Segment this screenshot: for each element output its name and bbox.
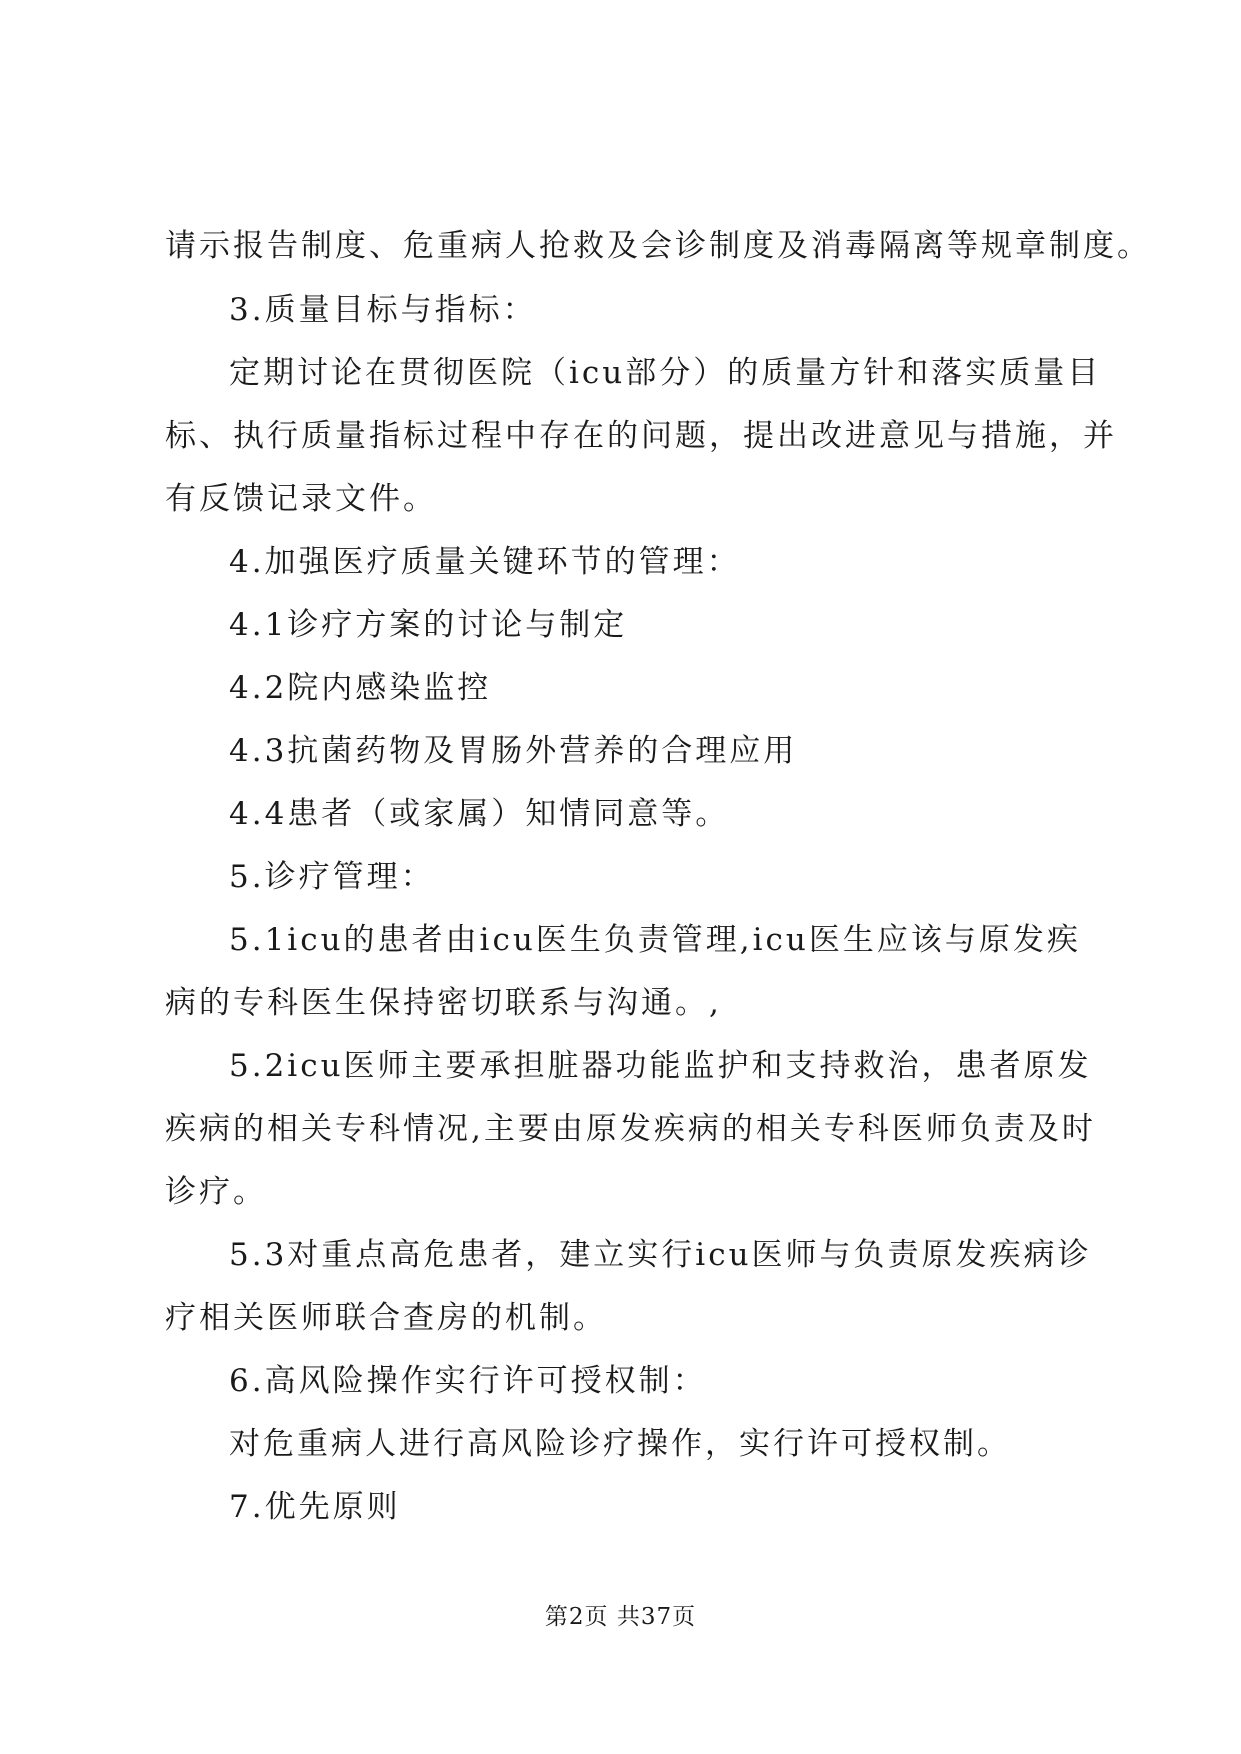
text-line: 病的专科医生保持密切联系与沟通。, <box>165 985 722 1021</box>
text-line: 标、执行质量指标过程中存在的问题，提出改进意见与措施，并 <box>165 418 1117 454</box>
page-number-footer: 第2页 共37页 <box>544 1604 697 1630</box>
section-heading: 7.优先原则 <box>229 1489 401 1525</box>
list-item: 4.3抗菌药物及胃肠外营养的合理应用 <box>229 733 798 769</box>
text-line: 疾病的相关专科情况,主要由原发疾病的相关专科医师负责及时 <box>165 1111 1096 1147</box>
section-heading: 6.高风险操作实行许可授权制： <box>229 1363 707 1399</box>
text-line: 5.1icu的患者由icu医生负责管理,icu医生应该与原发疾 <box>229 922 1081 958</box>
text-line: 疗相关医师联合查房的机制。 <box>165 1300 607 1336</box>
section-heading: 4.加强医疗质量关键环节的管理： <box>229 544 741 580</box>
text-line: 定期讨论在贯彻医院（icu部分）的质量方针和落实质量目 <box>229 355 1102 391</box>
text-line: 5.2icu医师主要承担脏器功能监护和支持救治，患者原发 <box>229 1048 1092 1084</box>
text-line: 5.3对重点高危患者，建立实行icu医师与负责原发疾病诊 <box>229 1237 1092 1273</box>
section-heading: 3.质量目标与指标： <box>229 292 537 328</box>
section-heading: 5.诊疗管理： <box>229 859 435 895</box>
text-line: 请示报告制度、危重病人抢救及会诊制度及消毒隔离等规章制度。 <box>165 228 1151 264</box>
text-line: 对危重病人进行高风险诊疗操作，实行许可授权制。 <box>229 1426 1011 1462</box>
list-item: 4.2院内感染监控 <box>229 670 492 706</box>
text-line: 有反馈记录文件。 <box>165 481 437 517</box>
text-line: 诊疗。 <box>165 1174 267 1210</box>
list-item: 4.1诊疗方案的讨论与制定 <box>229 607 628 643</box>
list-item: 4.4患者（或家属）知情同意等。 <box>229 796 730 832</box>
